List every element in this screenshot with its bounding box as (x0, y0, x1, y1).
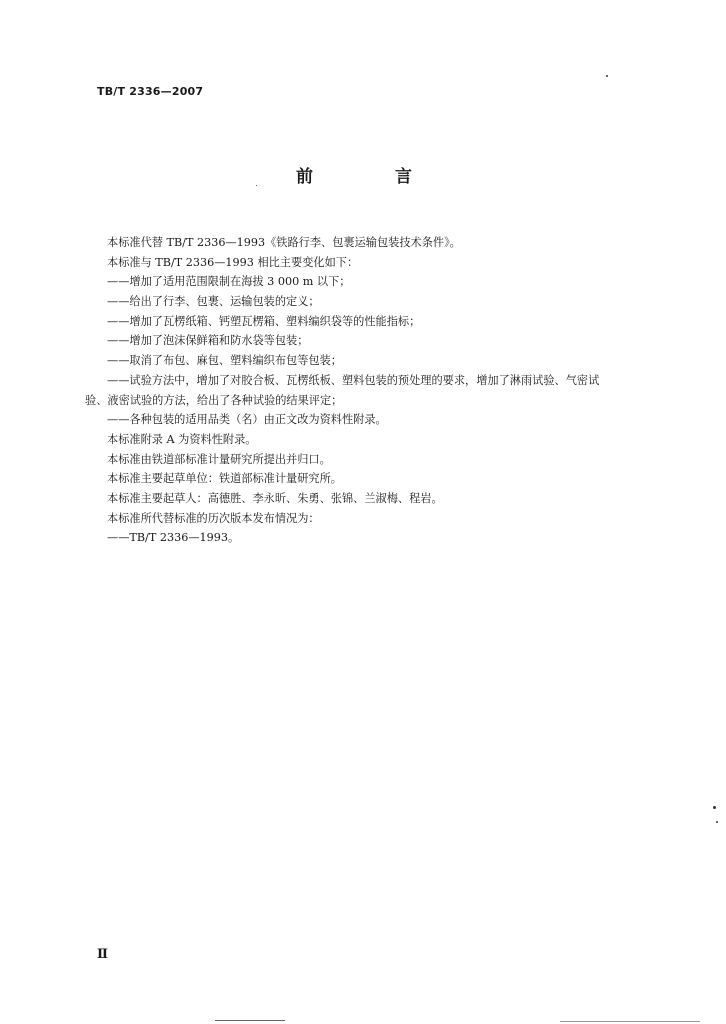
scan-speck (713, 806, 716, 809)
change-item: ——各种包装的适用品类（名）由正文改为资料性附录。 (107, 413, 387, 427)
standard-number: TB/T 2336—2007 (97, 85, 204, 98)
page-number: Ⅱ (97, 947, 108, 962)
change-item: ——给出了行李、包裹、运输包装的定义； (107, 295, 320, 309)
change-item: ——TB/T 2336—1993。 (107, 531, 240, 545)
change-item: ——增加了适用范围限制在海拔 3 000 m 以下； (107, 275, 351, 289)
page-title: 前 言 (296, 167, 450, 187)
change-item: ——试验方法中，增加了对胶合板、瓦楞纸板、塑料包装的预处理的要求，增加了淋雨试验、气密试 (107, 373, 600, 387)
scan-speck (606, 75, 608, 77)
foreword-body (85, 233, 665, 548)
change-item: ——取消了布包、麻包、塑料编织布包等包装； (107, 354, 342, 368)
scan-edge-line (560, 1021, 700, 1022)
scan-edge-line (215, 1020, 285, 1021)
paragraph: 本标准主要起草单位：铁道部标准计量研究所。 (107, 472, 342, 486)
paragraph: 本标准主要起草人：高德胜、李永昕、朱勇、张锦、兰淑梅、程岩。 (107, 491, 443, 505)
paragraph: 本标准附录 A 为资料性附录。 (107, 432, 257, 446)
scan-speck (716, 821, 718, 823)
paragraph: 本标准与 TB/T 2336—1993 相比主要变化如下： (107, 255, 359, 269)
change-item: ——增加了瓦楞纸箱、钙塑瓦楞箱、塑料编织袋等的性能指标； (107, 314, 421, 328)
change-item-continuation: 验、液密试验的方法，给出了各种试验的结果评定； (85, 393, 343, 407)
scan-speck (256, 185, 257, 186)
paragraph: 本标准所代替标准的历次版本发布情况为： (107, 511, 320, 525)
change-item: ——增加了泡沫保鲜箱和防水袋等包装； (107, 334, 309, 348)
paragraph: 本标准代替 TB/T 2336—1993《铁路行李、包裹运输包装技术条件》。 (107, 236, 461, 249)
paragraph: 本标准由铁道部标准计量研究所提出并归口。 (107, 452, 331, 466)
